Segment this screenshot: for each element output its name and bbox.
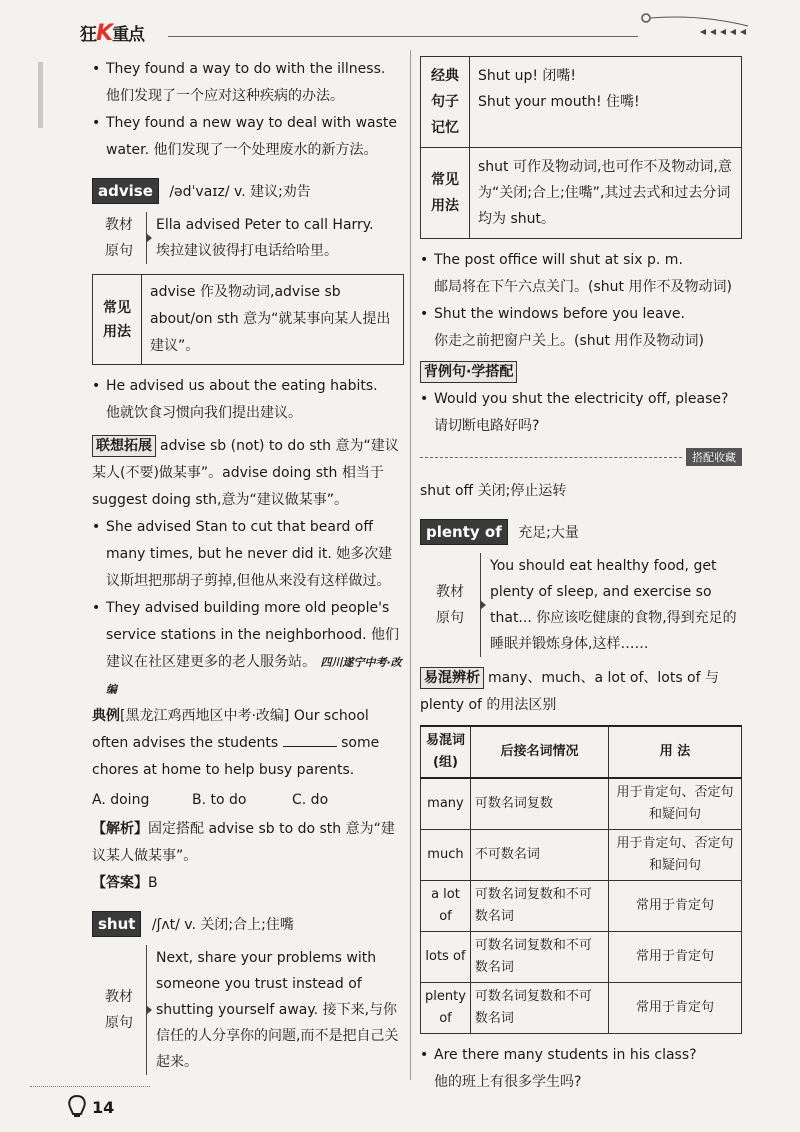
phrase-note: shut off 关闭;停止运转 (420, 483, 567, 499)
brand-logo: 狂K重点 (80, 21, 145, 46)
example-sentence: • They advised building more old people's service stations in the neighborhood. 他们建议在社区建更多的老人服务站。 四川遂宁中考·改编 (92, 595, 404, 703)
headword: plenty of (420, 519, 508, 545)
extension-note: 联想拓展 advise sb (not) to do sth 意为“建议某人(不要)做某事”。advise doing sth 相当于 suggest doing sth,意为“建议做某事”。 (92, 433, 404, 514)
footer-rule (30, 1086, 150, 1087)
exam-question: 典例[黑龙江鸡西地区中考·改编] Our school often advises the students some chores at home to help busy parents. (92, 708, 380, 778)
textbook-source: 教材 原句 You should eat healthy food, get plenty of sleep, and exercise so that... 你应该吃健康的食物,得到充足的睡眠并锻炼身体,这样…… (420, 553, 742, 657)
table-row: many 可数名词复数 用于肯定句、否定句和疑问句 (421, 778, 742, 830)
headword: advise (92, 178, 159, 204)
table-row: a lot of 可数名词复数和不可数名词 常用于肯定句 (421, 881, 742, 932)
phonetic: /ədˈvaɪz/ v. 建议;劝告 (169, 184, 311, 200)
textbook-source: 教材 原句 Next, share your problems with someone you trust instead of shutting yourself away. 接下来,与你信任的人分享你的问题,而不是把自己关起来。 (92, 945, 404, 1075)
example-sentence: • Are there many students in his class? 他的班上有很多学生吗? (420, 1042, 742, 1096)
textbook-source: 教材 原句 Ella advised Peter to call Harry. 埃拉建议彼得打电话给哈里。 (92, 212, 404, 264)
table-row: lots of 可数名词复数和不可数名词 常用于肯定句 (421, 932, 742, 983)
column-divider (410, 50, 411, 1080)
phonetic: /ʃʌt/ v. 关闭;合上;住嘴 (151, 917, 294, 933)
entry-plenty-of: plenty of 充足;大量 (420, 519, 742, 545)
table-row: plenty of 可数名词复数和不可数名词 常用于肯定句 (421, 983, 742, 1034)
collocation-label: 背例句·学搭配 (420, 359, 742, 386)
example-sentence: • Shut the windows before you leave. 你走之前把窗户关上。(shut 用作及物动词) (420, 301, 742, 355)
entry-advise (92, 178, 404, 204)
answer-key: 【答案】B (92, 875, 158, 891)
example-sentence: • They found a way to do with the illness. 他们发现了一个应对这种疾病的办法。 (92, 56, 404, 110)
example-sentence: • The post office will shut at six p. m. 邮局将在下午六点关门。(shut 用作不及物动词) (420, 247, 742, 301)
entry-shut (92, 911, 404, 937)
table-row: much 不可数名词 用于肯定句、否定句和疑问句 (421, 830, 742, 881)
comparison-table (420, 725, 742, 1034)
answer-options: A. doing B. to do C. do (92, 792, 329, 808)
sentence-memory-box: 经典句子记忆 Shut up! 闭嘴! Shut your mouth! 住嘴! 常见用法 shut 可作及物动词,也可作不及物动词,意为“关闭;合上;住嘴”,其过去式和过去分词均为 shut。 (420, 56, 742, 239)
collection-divider: 搭配收藏 (420, 448, 742, 466)
answer-blank (283, 732, 337, 747)
header-decoration-icon (640, 12, 750, 38)
confusion-note: 易混辨析 many、much、a lot of、lots of 与 plenty of 的用法区别 (420, 665, 742, 719)
example-sentence: • He advised us about the eating habits. 他就饮食习惯向我们提出建议。 (92, 373, 404, 427)
header-rule (168, 36, 638, 37)
analysis: 【解析】固定搭配 advise sb to do sth 意为“建议某人做某事”。 (92, 821, 395, 864)
example-sentence: • Would you shut the electricity off, please? 请切断电路好吗? (420, 386, 742, 440)
headword: shut (92, 911, 141, 937)
right-column (420, 56, 742, 1096)
margin-bar (38, 62, 43, 128)
page-badge-icon (66, 1094, 88, 1118)
example-sentence: • She advised Stan to cut that beard off many times, but he never did it. 她多次建议斯坦把那胡子剪掉,但他从来没有这样做过。 (92, 514, 404, 595)
usage-box: 常见用法 advise 作及物动词,advise sb about/on sth 意为“就某事向某人提出建议”。 (92, 274, 404, 365)
example-sentence: • They found a new way to deal with waste water. 他们发现了一个处理废水的新方法。 (92, 110, 404, 164)
table-header-row: 易混词(组) 后接名词情况 用 法 (421, 726, 742, 778)
page-number: 14 (92, 1098, 115, 1117)
left-column (92, 56, 404, 1083)
